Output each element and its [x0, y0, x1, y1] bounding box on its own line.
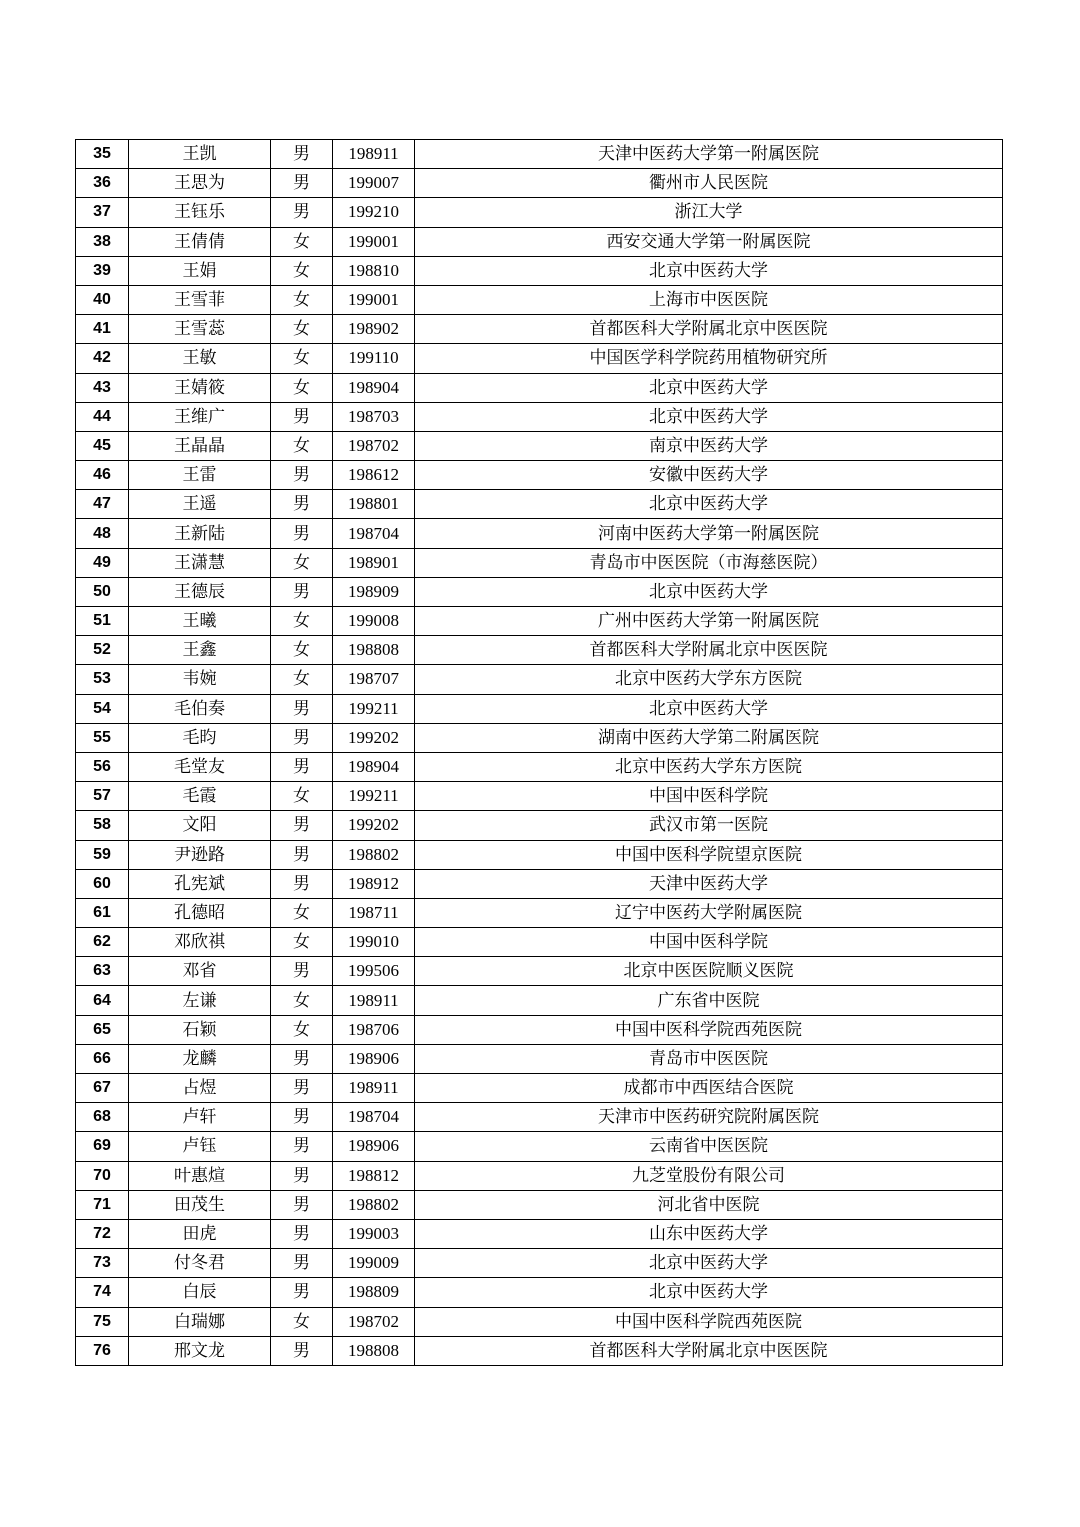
row-number-cell: 51	[76, 607, 129, 636]
row-number-cell: 74	[76, 1278, 129, 1307]
table-row	[76, 344, 1003, 373]
birth-date-cell: 198911	[333, 140, 415, 169]
birth-date-cell: 199010	[333, 928, 415, 957]
name-cell: 王晶晶	[129, 431, 271, 460]
birth-date-cell: 199211	[333, 694, 415, 723]
birth-date-cell: 198812	[333, 1161, 415, 1190]
organization-cell: 中国中医科学院西苑医院	[415, 1307, 1003, 1336]
birth-date-cell: 198912	[333, 869, 415, 898]
organization-cell: 辽宁中医药大学附属医院	[415, 898, 1003, 927]
organization-cell: 北京中医药大学	[415, 1278, 1003, 1307]
gender-cell: 女	[271, 548, 333, 577]
gender-cell: 男	[271, 402, 333, 431]
organization-cell: 成都市中西医结合医院	[415, 1074, 1003, 1103]
row-number-cell: 49	[76, 548, 129, 577]
gender-cell: 男	[271, 1103, 333, 1132]
name-cell: 田茂生	[129, 1190, 271, 1219]
row-number-cell: 45	[76, 431, 129, 460]
birth-date-cell: 198808	[333, 636, 415, 665]
name-cell: 王维广	[129, 402, 271, 431]
gender-cell: 男	[271, 869, 333, 898]
table-row	[76, 519, 1003, 548]
birth-date-cell: 198802	[333, 1190, 415, 1219]
gender-cell: 男	[271, 1219, 333, 1248]
gender-cell: 男	[271, 723, 333, 752]
gender-cell: 女	[271, 1307, 333, 1336]
organization-cell: 北京中医药大学	[415, 577, 1003, 606]
table-row	[76, 461, 1003, 490]
organization-cell: 衢州市人民医院	[415, 169, 1003, 198]
row-number-cell: 53	[76, 665, 129, 694]
row-number-cell: 62	[76, 928, 129, 957]
gender-cell: 男	[271, 198, 333, 227]
row-number-cell: 71	[76, 1190, 129, 1219]
organization-cell: 广州中医药大学第一附属医院	[415, 607, 1003, 636]
row-number-cell: 55	[76, 723, 129, 752]
name-cell: 王新陆	[129, 519, 271, 548]
table-row	[76, 752, 1003, 781]
gender-cell: 男	[271, 957, 333, 986]
gender-cell: 男	[271, 694, 333, 723]
row-number-cell: 48	[76, 519, 129, 548]
organization-cell: 中国医学科学院药用植物研究所	[415, 344, 1003, 373]
organization-cell: 北京中医药大学	[415, 1249, 1003, 1278]
birth-date-cell: 199110	[333, 344, 415, 373]
name-cell: 王鑫	[129, 636, 271, 665]
table-row	[76, 431, 1003, 460]
name-cell: 文阳	[129, 811, 271, 840]
table-row	[76, 782, 1003, 811]
name-cell: 王雷	[129, 461, 271, 490]
birth-date-cell: 199003	[333, 1219, 415, 1248]
birth-date-cell: 198902	[333, 315, 415, 344]
row-number-cell: 59	[76, 840, 129, 869]
name-cell: 孔德昭	[129, 898, 271, 927]
table-row	[76, 694, 1003, 723]
table-row	[76, 1103, 1003, 1132]
gender-cell: 女	[271, 898, 333, 927]
birth-date-cell: 198901	[333, 548, 415, 577]
row-number-cell: 54	[76, 694, 129, 723]
gender-cell: 女	[271, 607, 333, 636]
organization-cell: 中国中医科学院	[415, 928, 1003, 957]
table-row	[76, 723, 1003, 752]
organization-cell: 浙江大学	[415, 198, 1003, 227]
organization-cell: 北京中医药大学东方医院	[415, 665, 1003, 694]
gender-cell: 男	[271, 169, 333, 198]
gender-cell: 男	[271, 1044, 333, 1073]
row-number-cell: 44	[76, 402, 129, 431]
row-number-cell: 76	[76, 1336, 129, 1365]
row-number-cell: 41	[76, 315, 129, 344]
table-row	[76, 1132, 1003, 1161]
name-cell: 孔宪斌	[129, 869, 271, 898]
name-cell: 石颖	[129, 1015, 271, 1044]
name-cell: 王倩倩	[129, 227, 271, 256]
table-row	[76, 869, 1003, 898]
birth-date-cell: 198809	[333, 1278, 415, 1307]
row-number-cell: 39	[76, 256, 129, 285]
table-row	[76, 957, 1003, 986]
row-number-cell: 60	[76, 869, 129, 898]
birth-date-cell: 198911	[333, 986, 415, 1015]
gender-cell: 女	[271, 315, 333, 344]
table-row	[76, 1190, 1003, 1219]
row-number-cell: 63	[76, 957, 129, 986]
birth-date-cell: 198702	[333, 431, 415, 460]
table-row	[76, 607, 1003, 636]
gender-cell: 女	[271, 285, 333, 314]
organization-cell: 北京中医医院顺义医院	[415, 957, 1003, 986]
row-number-cell: 68	[76, 1103, 129, 1132]
row-number-cell: 35	[76, 140, 129, 169]
row-number-cell: 69	[76, 1132, 129, 1161]
gender-cell: 女	[271, 782, 333, 811]
organization-cell: 天津中医药大学第一附属医院	[415, 140, 1003, 169]
gender-cell: 女	[271, 636, 333, 665]
table-row	[76, 1336, 1003, 1365]
gender-cell: 男	[271, 1190, 333, 1219]
roster-table	[75, 139, 1003, 1366]
organization-cell: 北京中医药大学	[415, 490, 1003, 519]
row-number-cell: 40	[76, 285, 129, 314]
table-row	[76, 490, 1003, 519]
name-cell: 王娟	[129, 256, 271, 285]
name-cell: 王婧筱	[129, 373, 271, 402]
organization-cell: 首都医科大学附属北京中医医院	[415, 636, 1003, 665]
name-cell: 毛霞	[129, 782, 271, 811]
birth-date-cell: 198808	[333, 1336, 415, 1365]
organization-cell: 安徽中医药大学	[415, 461, 1003, 490]
table-row	[76, 928, 1003, 957]
row-number-cell: 66	[76, 1044, 129, 1073]
name-cell: 王雪菲	[129, 285, 271, 314]
organization-cell: 北京中医药大学	[415, 373, 1003, 402]
name-cell: 王遥	[129, 490, 271, 519]
table-row	[76, 986, 1003, 1015]
row-number-cell: 50	[76, 577, 129, 606]
organization-cell: 湖南中医药大学第二附属医院	[415, 723, 1003, 752]
birth-date-cell: 199506	[333, 957, 415, 986]
birth-date-cell: 199001	[333, 227, 415, 256]
birth-date-cell: 198906	[333, 1132, 415, 1161]
organization-cell: 首都医科大学附属北京中医医院	[415, 1336, 1003, 1365]
name-cell: 邓省	[129, 957, 271, 986]
name-cell: 龙麟	[129, 1044, 271, 1073]
organization-cell: 天津中医药大学	[415, 869, 1003, 898]
table-row	[76, 1074, 1003, 1103]
organization-cell: 云南省中医医院	[415, 1132, 1003, 1161]
name-cell: 毛堂友	[129, 752, 271, 781]
name-cell: 王德辰	[129, 577, 271, 606]
row-number-cell: 67	[76, 1074, 129, 1103]
roster-table-body	[76, 140, 1003, 1366]
name-cell: 付冬君	[129, 1249, 271, 1278]
name-cell: 王敏	[129, 344, 271, 373]
birth-date-cell: 198703	[333, 402, 415, 431]
name-cell: 王潇慧	[129, 548, 271, 577]
name-cell: 白辰	[129, 1278, 271, 1307]
gender-cell: 男	[271, 752, 333, 781]
table-row	[76, 665, 1003, 694]
birth-date-cell: 198906	[333, 1044, 415, 1073]
organization-cell: 河南中医药大学第一附属医院	[415, 519, 1003, 548]
name-cell: 邓欣祺	[129, 928, 271, 957]
birth-date-cell: 199210	[333, 198, 415, 227]
table-row	[76, 373, 1003, 402]
name-cell: 叶惠煊	[129, 1161, 271, 1190]
birth-date-cell: 198802	[333, 840, 415, 869]
row-number-cell: 73	[76, 1249, 129, 1278]
organization-cell: 北京中医药大学	[415, 694, 1003, 723]
organization-cell: 河北省中医院	[415, 1190, 1003, 1219]
organization-cell: 中国中医科学院西苑医院	[415, 1015, 1003, 1044]
name-cell: 邢文龙	[129, 1336, 271, 1365]
gender-cell: 女	[271, 1015, 333, 1044]
table-row	[76, 169, 1003, 198]
birth-date-cell: 199202	[333, 811, 415, 840]
birth-date-cell: 198706	[333, 1015, 415, 1044]
birth-date-cell: 198711	[333, 898, 415, 927]
gender-cell: 男	[271, 1249, 333, 1278]
gender-cell: 男	[271, 1074, 333, 1103]
organization-cell: 西安交通大学第一附属医院	[415, 227, 1003, 256]
table-row	[76, 285, 1003, 314]
table-row	[76, 227, 1003, 256]
gender-cell: 男	[271, 1132, 333, 1161]
birth-date-cell: 198801	[333, 490, 415, 519]
name-cell: 占煜	[129, 1074, 271, 1103]
name-cell: 王曦	[129, 607, 271, 636]
organization-cell: 青岛市中医医院	[415, 1044, 1003, 1073]
table-row	[76, 1219, 1003, 1248]
gender-cell: 男	[271, 811, 333, 840]
table-row	[76, 548, 1003, 577]
table-row	[76, 1249, 1003, 1278]
table-row	[76, 198, 1003, 227]
table-row	[76, 898, 1003, 927]
organization-cell: 北京中医药大学	[415, 256, 1003, 285]
gender-cell: 女	[271, 665, 333, 694]
row-number-cell: 43	[76, 373, 129, 402]
table-row	[76, 1015, 1003, 1044]
birth-date-cell: 199001	[333, 285, 415, 314]
row-number-cell: 52	[76, 636, 129, 665]
table-row	[76, 1044, 1003, 1073]
gender-cell: 男	[271, 1161, 333, 1190]
organization-cell: 中国中医科学院	[415, 782, 1003, 811]
name-cell: 毛伯奏	[129, 694, 271, 723]
table-row	[76, 256, 1003, 285]
birth-date-cell: 198612	[333, 461, 415, 490]
row-number-cell: 72	[76, 1219, 129, 1248]
birth-date-cell: 199211	[333, 782, 415, 811]
row-number-cell: 61	[76, 898, 129, 927]
gender-cell: 女	[271, 256, 333, 285]
birth-date-cell: 198707	[333, 665, 415, 694]
gender-cell: 男	[271, 140, 333, 169]
organization-cell: 青岛市中医医院（市海慈医院）	[415, 548, 1003, 577]
row-number-cell: 56	[76, 752, 129, 781]
organization-cell: 北京中医药大学东方医院	[415, 752, 1003, 781]
row-number-cell: 46	[76, 461, 129, 490]
table-row	[76, 1278, 1003, 1307]
name-cell: 毛昀	[129, 723, 271, 752]
row-number-cell: 36	[76, 169, 129, 198]
row-number-cell: 65	[76, 1015, 129, 1044]
organization-cell: 南京中医药大学	[415, 431, 1003, 460]
birth-date-cell: 198704	[333, 1103, 415, 1132]
birth-date-cell: 198810	[333, 256, 415, 285]
gender-cell: 男	[271, 461, 333, 490]
birth-date-cell: 198911	[333, 1074, 415, 1103]
organization-cell: 天津市中医药研究院附属医院	[415, 1103, 1003, 1132]
organization-cell: 山东中医药大学	[415, 1219, 1003, 1248]
row-number-cell: 38	[76, 227, 129, 256]
gender-cell: 男	[271, 490, 333, 519]
table-row	[76, 1307, 1003, 1336]
birth-date-cell: 198702	[333, 1307, 415, 1336]
name-cell: 田虎	[129, 1219, 271, 1248]
organization-cell: 上海市中医医院	[415, 285, 1003, 314]
gender-cell: 女	[271, 431, 333, 460]
birth-date-cell: 198909	[333, 577, 415, 606]
gender-cell: 女	[271, 928, 333, 957]
birth-date-cell: 199008	[333, 607, 415, 636]
birth-date-cell: 198904	[333, 373, 415, 402]
name-cell: 王钰乐	[129, 198, 271, 227]
birth-date-cell: 198704	[333, 519, 415, 548]
row-number-cell: 64	[76, 986, 129, 1015]
name-cell: 韦婉	[129, 665, 271, 694]
organization-cell: 首都医科大学附属北京中医医院	[415, 315, 1003, 344]
birth-date-cell: 199009	[333, 1249, 415, 1278]
organization-cell: 武汉市第一医院	[415, 811, 1003, 840]
organization-cell: 中国中医科学院望京医院	[415, 840, 1003, 869]
gender-cell: 女	[271, 373, 333, 402]
gender-cell: 男	[271, 1278, 333, 1307]
row-number-cell: 57	[76, 782, 129, 811]
gender-cell: 女	[271, 227, 333, 256]
table-row	[76, 402, 1003, 431]
birth-date-cell: 199007	[333, 169, 415, 198]
gender-cell: 男	[271, 577, 333, 606]
name-cell: 卢钰	[129, 1132, 271, 1161]
organization-cell: 北京中医药大学	[415, 402, 1003, 431]
organization-cell: 九芝堂股份有限公司	[415, 1161, 1003, 1190]
row-number-cell: 42	[76, 344, 129, 373]
name-cell: 王思为	[129, 169, 271, 198]
name-cell: 尹逊路	[129, 840, 271, 869]
birth-date-cell: 198904	[333, 752, 415, 781]
table-row	[76, 1161, 1003, 1190]
gender-cell: 女	[271, 986, 333, 1015]
gender-cell: 男	[271, 519, 333, 548]
organization-cell: 广东省中医院	[415, 986, 1003, 1015]
gender-cell: 男	[271, 1336, 333, 1365]
table-row	[76, 636, 1003, 665]
table-row	[76, 140, 1003, 169]
name-cell: 白瑞娜	[129, 1307, 271, 1336]
birth-date-cell: 199202	[333, 723, 415, 752]
table-row	[76, 811, 1003, 840]
row-number-cell: 70	[76, 1161, 129, 1190]
row-number-cell: 47	[76, 490, 129, 519]
table-row	[76, 577, 1003, 606]
row-number-cell: 37	[76, 198, 129, 227]
row-number-cell: 75	[76, 1307, 129, 1336]
name-cell: 王凯	[129, 140, 271, 169]
name-cell: 左谦	[129, 986, 271, 1015]
table-row	[76, 840, 1003, 869]
gender-cell: 男	[271, 840, 333, 869]
name-cell: 王雪蕊	[129, 315, 271, 344]
table-row	[76, 315, 1003, 344]
gender-cell: 女	[271, 344, 333, 373]
name-cell: 卢轩	[129, 1103, 271, 1132]
row-number-cell: 58	[76, 811, 129, 840]
